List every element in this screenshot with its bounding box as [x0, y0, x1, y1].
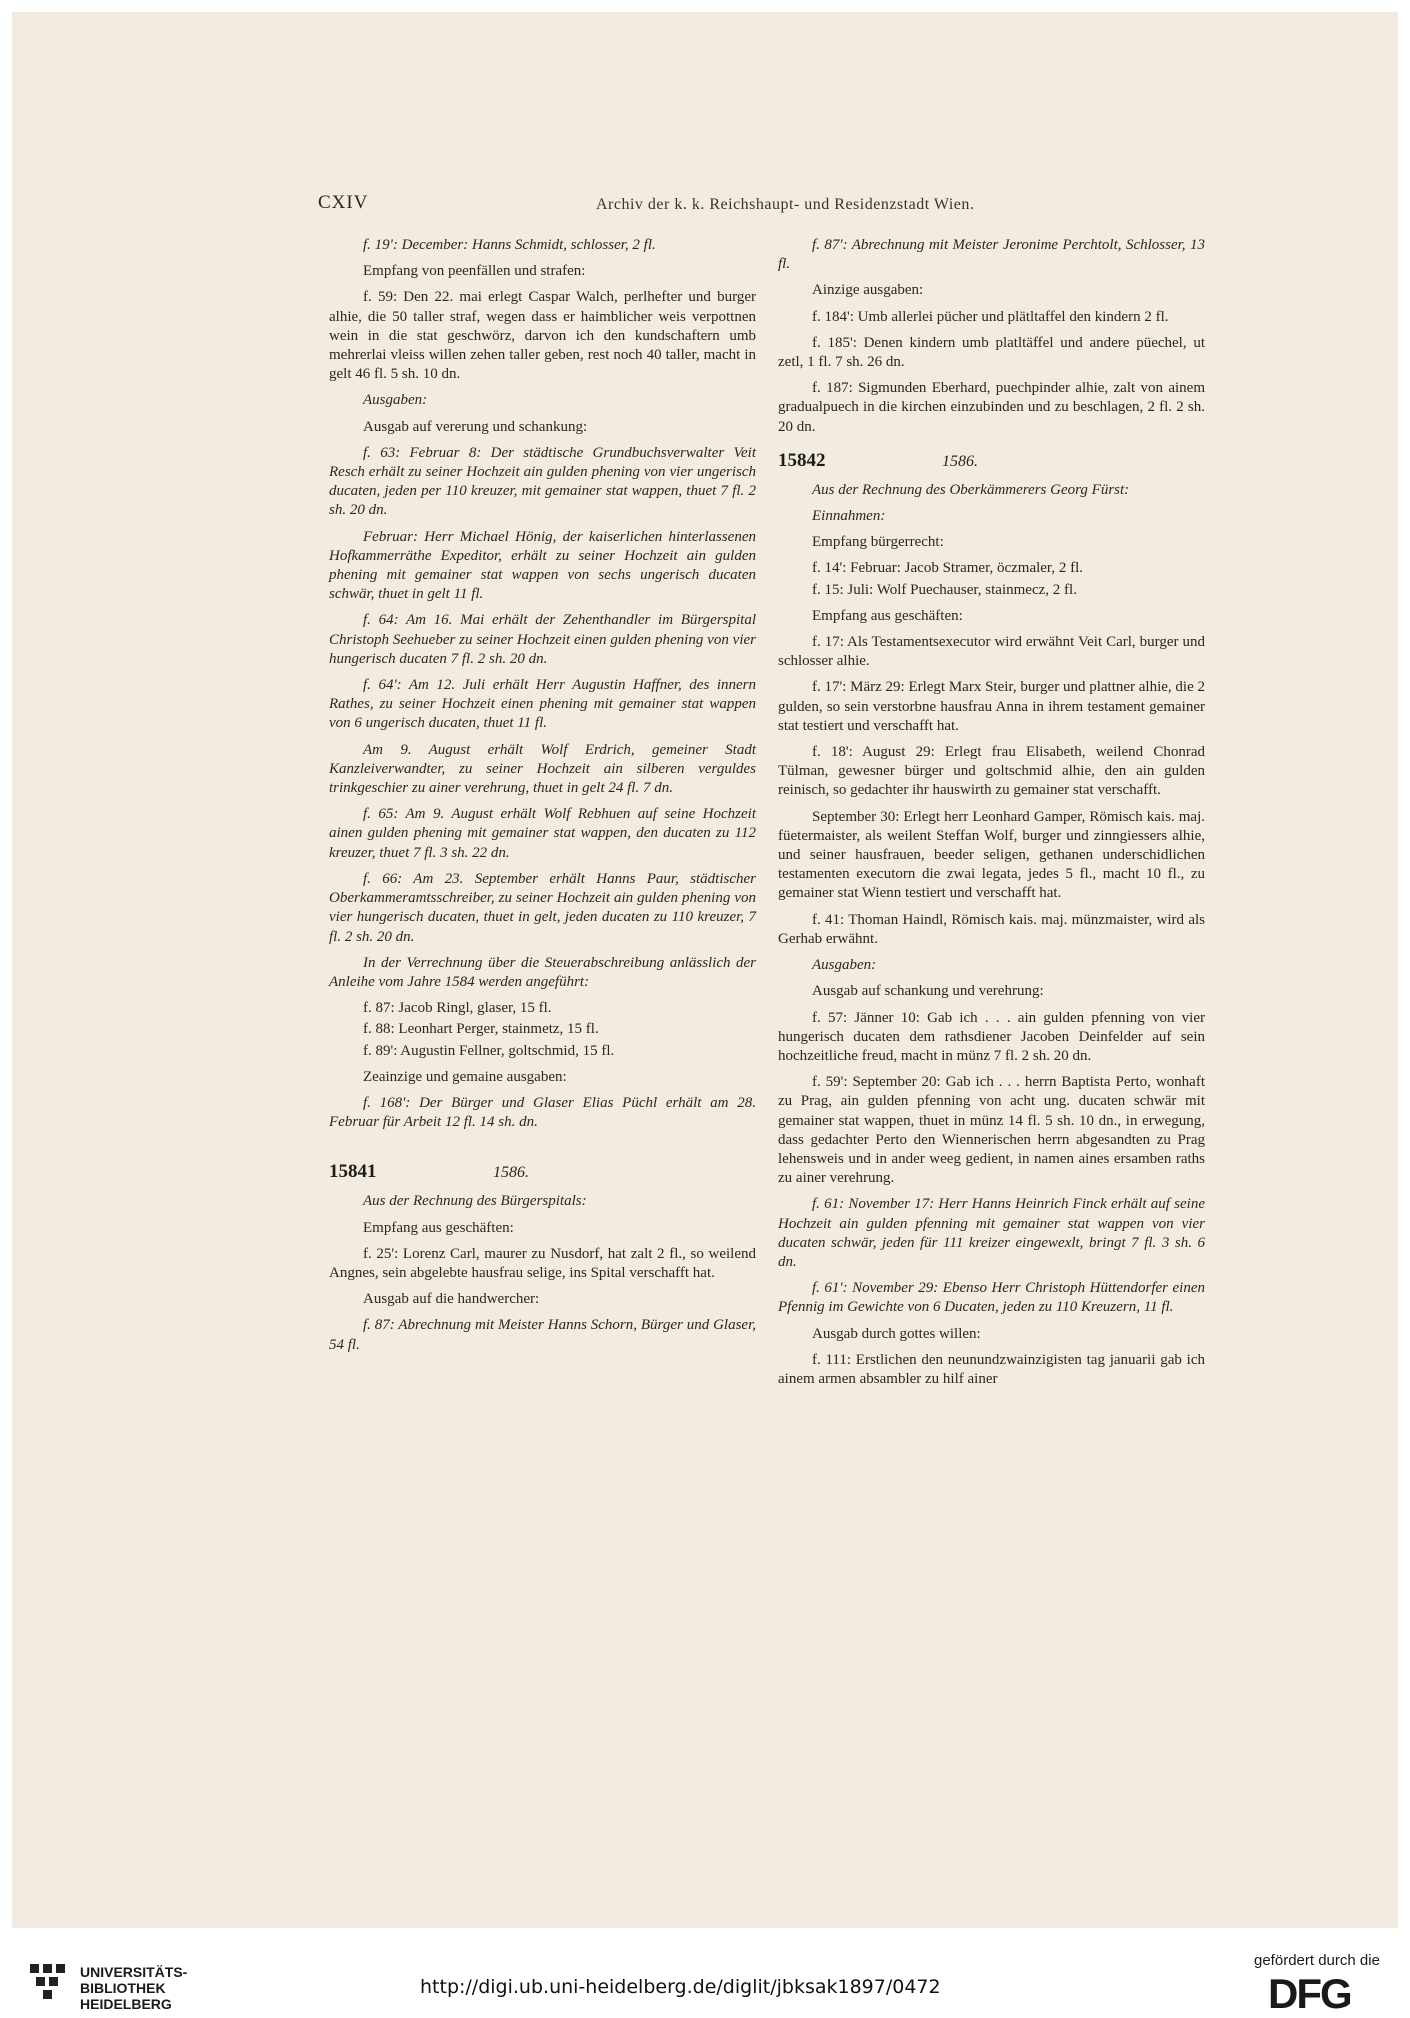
list-item: f. 15: Juli: Wolf Puechauser, stainmecz, 2 fl. — [812, 581, 1077, 598]
section-heading: Empfang von peenfällen und strafen: — [363, 263, 586, 280]
paragraph: f. 111: Erstlichen den neunundzwainzigisten tag januarii gab ich ainem armen absambler zu hilf ainer — [778, 1351, 1205, 1387]
entry-year: 1586. — [942, 452, 978, 470]
paragraph: Aus der Rechnung des Oberkämmerers Georg Fürst: — [812, 481, 1130, 498]
paragraph: f. 65: Am 9. August erhält Wolf Rebhuen auf seine Hochzeit ainen gulden phening mit gemainer stat wappen, den ducaten zu 112 kreuzer, thuet 7 fl. 3 sh. 22 dn. — [329, 806, 756, 861]
section-heading: Ausgab auf die handwercher: — [363, 1291, 540, 1308]
funded-by-text: gefördert durch die — [1254, 1952, 1380, 1969]
paragraph: In der Verrechnung über die Steuerabschreibung anlässlich der Anleihe vom Jahre 1584 werden angeführt: — [329, 954, 756, 990]
section-heading: Ausgab auf vererung und schankung: — [363, 418, 588, 435]
section-heading: Empfang aus geschäften: — [812, 607, 963, 624]
paragraph: f. 25': Lorenz Carl, maurer zu Nusdorf, hat zalt 2 fl., so weilend Angnes, sein abgelebte hausfrau selige, ins Spital verschafft hat. — [329, 1245, 756, 1281]
paragraph: f. 61: November 17: Herr Hanns Heinrich Finck erhält auf seine Hochzeit ain gulden pfenning mit gemainer stat wappen von vier ducaten schwär, jeden für 111 kreizer eingewexlt, bringt 7 fl. 3 sh. 6 dn. — [778, 1196, 1205, 1270]
paragraph: f. 64': Am 12. Juli erhält Herr Augustin Haffner, des innern Rathes, zu seiner Hochzeit einen phening mit gemainer stat wappen von 6 ungerisch ducaten, thuet 11 fl. — [329, 677, 756, 732]
paragraph: f. 187: Sigmunden Eberhard, puechpinder alhie, zalt von ainem gradualpuech in die kirchen einzubinden und zu beschlagen, 2 fl. 2 sh. 20 dn. — [778, 380, 1205, 435]
section-heading: Zeainzige und gemaine ausgaben: — [363, 1068, 567, 1085]
section-heading: Ausgab auf schankung und verehrung: — [812, 983, 1044, 1000]
paragraph: f. 57: Jänner 10: Gab ich . . . ain gulden pfenning von vier hungerisch ducaten dem rathsdiener Jacoben Deinfelder auf sein hochzeitliche freud, macht in münz 7 fl. 2 sh. 20 dn. — [778, 1009, 1205, 1064]
entry-number: 15841 — [329, 1161, 377, 1183]
section-heading: Empfang aus geschäften: — [363, 1219, 514, 1236]
paragraph: f. 87': Abrechnung mit Meister Jeronime Perchtolt, Schlosser, 13 fl. — [778, 237, 1205, 273]
paragraph: Aus der Rechnung des Bürgerspitals: — [363, 1193, 587, 1210]
source-url-link[interactable]: http://digi.ub.uni-heidelberg.de/diglit/jbksak1897/0472 — [420, 1976, 941, 1998]
running-head: Archiv der k. k. Reichshaupt- und Residenzstadt Wien. — [596, 196, 975, 213]
list-item: f. 14': Februar: Jacob Stramer, öczmaler, 2 fl. — [812, 560, 1083, 577]
paragraph: f. 61': November 29: Ebenso Herr Christoph Hüttendorfer einen Pfennig im Gewichte von 6 Ducaten, jeden zu 110 Kreuzern, 11 fl. — [778, 1280, 1205, 1316]
footer-bar — [0, 1928, 1410, 2017]
paragraph: f. 168': Der Bürger und Glaser Elias Püchl erhält am 28. Februar für Arbeit 12 fl. 14 sh. dn. — [329, 1094, 756, 1131]
paragraph: f. 59: Den 22. mai erlegt Caspar Walch, perlhefter und burger alhie, die 50 taller straf, wegen dass er haimblicher weis verpottnen wein in die stat geschwörz, darvon ich den kundschaftern umb mehrerlai vleiss willen zehen taller geben, rest noch 40 taller, macht in gelt 46 fl. 5 sh. 10 dn. — [329, 289, 756, 383]
section-heading: Ausgaben: — [812, 957, 877, 974]
paragraph: f. 17: Als Testamentsexecutor wird erwähnt Veit Carl, burger und schlosser alhie. — [778, 634, 1205, 670]
paragraph: f. 63: Februar 8: Der städtische Grundbuchsverwalter Veit Resch erhält zu seiner Hochzeit ain gulden phening von vier ungerisch ducaten, jeden per 110 kreuzer, mit gemainer stat wappen, thuet 7 fl. 2 sh. 20 dn. — [329, 444, 756, 519]
right-column — [778, 236, 1205, 1396]
section-heading: Einnahmen: — [812, 508, 886, 525]
paragraph: f. 17': März 29: Erlegt Marx Steir, burger und plattner alhie, die 2 gulden, so sein verstorbne hausfrau Anna in ihrem testament gemainer stat testiert und verschafft hat. — [778, 679, 1205, 734]
section-heading: Empfang bürgerrecht: — [812, 534, 944, 551]
entry-number: 15842 — [778, 449, 826, 471]
section-heading: Ausgab durch gottes willen: — [812, 1325, 981, 1342]
paragraph: f. 66: Am 23. September erhält Hanns Paur, städtischer Oberkammeramtsschreiber, zu seiner Hochzeit ain gulden phening von vier hungerisch ducaten, thuet in gelt, jeden ducaten zu 110 kreuzer, 7 fl. 2 sh. 20 dn. — [329, 870, 756, 945]
entry-year: 1586. — [493, 1164, 529, 1182]
list-item: f. 89': Augustin Fellner, goltschmid, 15 fl. — [363, 1042, 615, 1059]
page-number: CXIV — [318, 192, 369, 213]
page-header — [318, 192, 1218, 222]
section-heading: Ainzige ausgaben: — [812, 282, 924, 299]
paragraph: f. 184': Umb allerlei pücher und plätltaffel den kindern 2 fl. — [812, 308, 1169, 325]
entry-heading — [778, 451, 1205, 475]
paragraph: Am 9. August erhält Wolf Erdrich, gemeiner Stadt Kanzleiverwandter, zu seiner Hochzeit ain silberen verguldes trinkgeschier zu ainer verehrung, thuet in gelt 24 fl. 7 dn. — [329, 741, 756, 797]
paragraph: f. 64: Am 16. Mai erhält der Zehenthandler im Bürgerspital Christoph Seehueber zu seiner Hochzeit einen gulden phening von vier hungerisch ducaten 7 fl. 2 sh. 20 dn. — [329, 612, 756, 667]
paragraph: f. 41: Thoman Haindl, Römisch kais. maj. münzmaister, wird als Gerhab erwähnt. — [778, 911, 1205, 947]
paragraph: f. 18': August 29: Erlegt frau Elisabeth, weilend Chonrad Tülman, gewesner bürger und goltschmid alhie, den ain gulden reinisch, so gedachter ihr hauswirth zu gemainer stat verschafft. — [778, 744, 1205, 799]
list-item: f. 88: Leonhart Perger, stainmetz, 15 fl. — [363, 1021, 599, 1038]
dfg-logo: DFG — [1268, 1970, 1351, 2017]
list-item: f. 87: Jacob Ringl, glaser, 15 fl. — [363, 1000, 552, 1017]
library-name: UNIVERSITÄTS- BIBLIOTHEK HEIDELBERG — [80, 1964, 188, 2012]
library-logo-icon — [30, 1964, 70, 2000]
paragraph: f. 87: Abrechnung mit Meister Hanns Schorn, Bürger und Glaser, 54 fl. — [329, 1317, 756, 1353]
paragraph: f. 19': December: Hanns Schmidt, schlosser, 2 fl. — [363, 237, 656, 253]
paragraph: f. 59': September 20: Gab ich . . . herrn Baptista Perto, wonhaft zu Prag, ain gulden pfenning von acht ung. ducaten schwär mit gemainer stat wappen, thuet in münz 14 fl. 5 sh. 10 dn., in erwegung, dass gedachter Perto den Wiennerischen herrn abgesandten zu Prag lehensweis und in ander weeg gedient, in namen aines ersamben raths zu ainer verehrung. — [778, 1074, 1205, 1187]
section-heading: Ausgaben: — [363, 392, 428, 409]
paragraph: Februar: Herr Michael Hönig, der kaiserlichen hinterlassenen Hofkammerräthe Expeditor, erhält zu seiner Hochzeit ain gulden phening mit gemainer stat wappen von sechs ungerisch ducaten schwär, thuet in gelt 11 fl. — [329, 528, 756, 603]
paragraph: f. 185': Denen kindern umb platltäffel und andere püechel, ut zetl, 1 fl. 7 sh. 26 dn. — [778, 334, 1205, 371]
entry-heading — [329, 1162, 756, 1186]
left-column — [329, 236, 756, 1362]
paragraph: September 30: Erlegt herr Leonhard Gamper, Römisch kais. maj. füetermaister, als weilent Steffan Wolf, burger und zinngiessers alhie, und seiner hausfrauen, beeder seligen, gethanen underschidlichen testamenten executorn die zwai legata, jedes 5 fl., macht 10 fl., zu gemainer stat Wienn testiert und verschafft hat. — [778, 808, 1205, 902]
